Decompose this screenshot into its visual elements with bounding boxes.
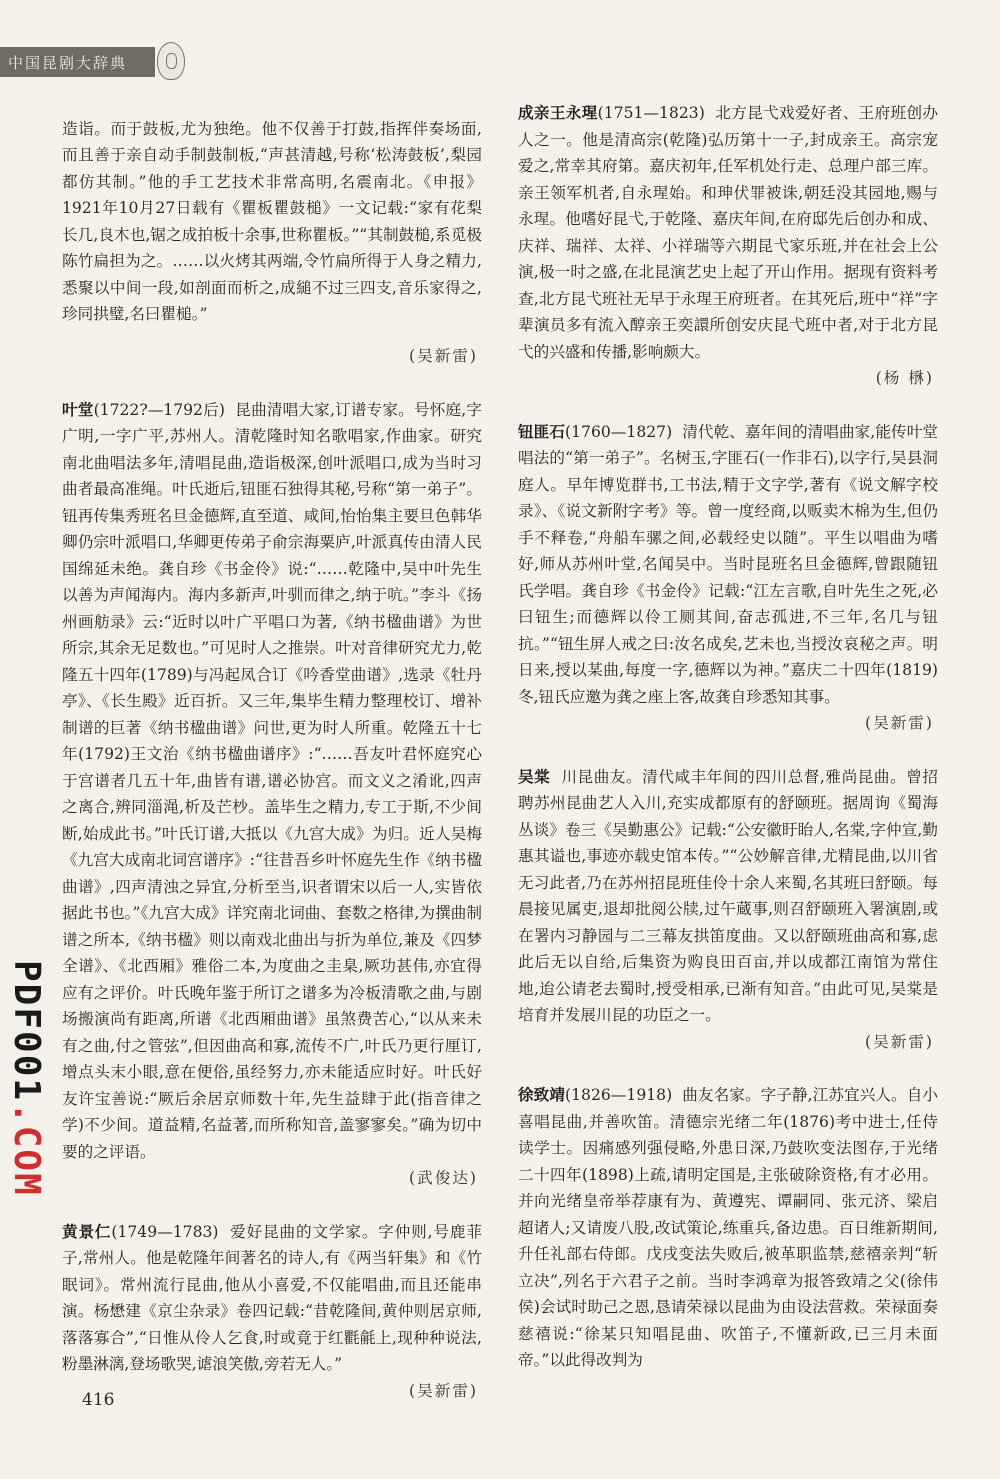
entry-body bbox=[518, 764, 938, 1029]
dictionary-entry bbox=[518, 100, 938, 392]
continued-entry-text: 造诣。而于鼓板,尤为独绝。他不仅善于打鼓,指挥伴奏场面,而且善于亲自动手制鼓制板,“声甚清越,号称‘松涛鼓板’,梨园都仿其制。”他的手工艺技术非常高明,名震南北。《申报》1921年10月27日载有《瞿板瞿鼓槌》一文记载:“家有花梨长几,良木也,锯之成拍板十余事,世称瞿板。”“其制鼓槌,系觅极陈竹扁担为之。……以火烤其两端,令竹扁所得于人身之精力,悉聚以中间一段,如剖面而析之,成縋不过三四支,音乐家得之,珍同拱璧,名曰瞿槌。” bbox=[62, 119, 482, 324]
entry-headword: 吴棠 bbox=[518, 766, 551, 786]
entry-body bbox=[518, 1082, 938, 1374]
entry-dates: (1826—1918) bbox=[565, 1086, 673, 1104]
entry-text: 曲友名家。字子静,江苏宜兴人。自小喜唱昆曲,并善吹笛。清德宗光绪二年(1876)考中进士,任侍读学士。因痛感列强侵略,外患日深,乃鼓吹变法图存,于光绪二十四年(1898)上疏,请明定国是,主张破除资格,有才必用。并向光绪皇帝举荐康有为、黄遵宪、谭嗣同、张元济、梁启超诸人;又请废八股,改试策论,练重兵,备边患。百日维新期间,升任礼部右侍郎。戊戌变法失败后,被革职监禁,慈禧亲判“斩立决”,列名于六君子之前。当时李鸿章为报答致靖之父(徐伟侯)会试时助己之恩,恳请荣禄以昆曲为由设法营救。荣禄面奏慈禧说:“徐某只知唱昆曲、吹笛子,不懂新政,已三月未面帝。”以此得改判为 bbox=[518, 1086, 938, 1369]
dictionary-entry bbox=[62, 397, 482, 1192]
entry-author: (杨 㮊) bbox=[875, 369, 934, 387]
entry-author: (吴新雷) bbox=[865, 1032, 934, 1051]
entry-author: (吴新雷) bbox=[865, 714, 934, 732]
entry-body bbox=[62, 1219, 482, 1378]
entry-text: 昆曲清唱大家,订谱专家。号怀庭,字广明,一字广平,苏州人。清乾隆时知名歌唱家,作曲家。研究南北曲唱法多年,清唱昆曲,造诣极深,创叶派唱口,成为当时习曲者最高准绳。叶氏逝后,钮匪石独得其秘,号称“第一弟子”。钮再传集秀班名旦金德辉,直至道、咸间,怡怡集主要旦色韩华卿仍宗叶派唱口,华卿更传弟子俞宗海粟庐,叶派真传由清人民国绵延未绝。龚自珍《书金伶》说:“……乾隆中,吴中叶先生以善为声闻海内。海内多新声,叶驯而律之,纳于吭。”李斗《扬州画舫录》云:“近时以叶广平唱口为著,《纳书楹曲谱》为世所宗,其余无足数也。”可见时人之推崇。叶对音律研究尤力,乾隆五十四年(1789)与冯起凤合订《吟香堂曲谱》,选录《牡丹亭》、《长生殿》近百折。又三年,集毕生精力整理校订、增补制谱的巨著《纳书楹曲谱》问世,更为时人所重。乾隆五十七年(1792)王文治《纳书楹曲谱序》:“……吾友叶君怀庭究心于宫谱者几五十年,曲皆有谱,谱必协宫。而文义之淆讹,四声之离合,辨同淄渑,析及芒杪。盖毕生之精力,专工于斯,不少间断,始成此书。”叶氏订谱,大抵以《九宫大成》为归。近人吴梅《九宫大成南北词宫谱序》:“往昔吾乡叶怀庭先生作《纳书楹曲谱》,四声清浊之异宜,分析至当,识者谓宋以后一人,实皆依据此书也。”《九宫大成》详究南北词曲、套数之格律,为撰曲制谱之所本,《纳书楹》则以南戏北曲出与折为单位,兼及《四梦全谱》、《北西厢》雅俗二本,为度曲之圭臬,厥功甚伟,亦宜得应有之评价。叶氏晚年鉴于所订之谱多为冷板清歌之曲,与剧场搬演尚有距离,所谱《北西厢曲谱》虽煞费苦心,“以从来未有之曲,付之管弦”,但因曲高和寡,流传不广,叶氏乃更行厘订,增点头末小眼,意在便俗,虽经努力,亦未能适应时好。叶氏好友许宝善说:“厥后余居京师数十年,先生益肆于此(指音律之学)不少间。道益精,名益著,而所称知音,盖寥寥矣。”确为切中要的之评语。 bbox=[62, 400, 482, 1161]
entry-dates: (1751—1823) bbox=[597, 104, 705, 122]
page-number: 416 bbox=[82, 1390, 115, 1410]
right-column bbox=[518, 100, 938, 1401]
entry-headword: 钮匪石 bbox=[518, 421, 566, 441]
entry-author: (吴新雷) bbox=[409, 1381, 478, 1400]
entry-headword: 成亲王永瑆 bbox=[518, 103, 598, 122]
watermark bbox=[6, 960, 46, 1197]
entry-author: (吴新雷) bbox=[409, 347, 478, 366]
entry-dates: (1749—1783) bbox=[111, 1222, 219, 1241]
watermark-main: PDF001 bbox=[6, 960, 47, 1103]
watermark-dot: . bbox=[6, 1102, 47, 1126]
running-header-title: 中国昆剧大辞典 bbox=[8, 53, 128, 72]
entry-body bbox=[518, 419, 938, 711]
entry-body bbox=[518, 100, 938, 365]
seal-emblem-icon bbox=[157, 42, 185, 80]
entry-headword: 徐致靖 bbox=[518, 1085, 566, 1104]
entry-dates: (1760—1827) bbox=[565, 422, 673, 441]
entry-body bbox=[62, 397, 482, 1166]
entry-headword: 叶堂 bbox=[62, 399, 94, 419]
dictionary-entry bbox=[518, 1082, 938, 1374]
entry-text: 北方昆弋戏爱好者、王府班创办人之一。他是清高宗(乾隆)弘历第十一子,封成亲王。高宗宠爱之,常幸其府第。嘉庆初年,任军机处行走、总理户部三库。亲王领军机者,自永瑆始。和珅伏罪被诛,朝廷没其园地,赐与永瑆。他嗜好昆弋,于乾隆、嘉庆年间,在府邸先后创办和成、庆祥、瑞祥、太祥、小祥瑞等六期昆弋家乐班,并在社会上公演,极一时之盛,在北昆演艺史上起了开山作用。据现有资料考查,北方昆弋班社无早于永瑆王府班者。在其死后,班中“祥”字辈演员多有流入醇亲王奕譞所创安庆昆弋班中者,对于北方昆弋的兴盛和传播,影响颇大。 bbox=[518, 104, 938, 361]
entry-author: (武俊达) bbox=[409, 1169, 478, 1188]
entry-text: 清代乾、嘉年间的清唱曲家,能传叶堂唱法的“第一弟子”。名树玉,字匪石(一作非石),以字行,吴县洞庭人。早年博览群书,工书法,精于文字学,著有《说文解字校录》、《说文新附字考》等。曾一度经商,以贩卖木棉为生,但仍手不释卷,“舟船车骡之间,必载经史以随”。平生以唱曲为嗜好,师从苏州叶堂,名闻吴中。当时昆班名旦金德辉,曾跟随钮氏学唱。龚自珍《书金伶》记载:“江左言歌,自叶先生之死,必曰钮生;而德辉以伶工厕其间,奋志孤进,不三年,名几与钮抗。”“钮生屏人戒之曰:汝名成矣,艺未也,当授汝哀秘之声。明日来,授以某曲,每度一字,德辉以为神。”嘉庆二十四年(1819)冬,钮氏应邀为龚之座上客,故龚自珍悉知其事。 bbox=[518, 422, 938, 706]
entry-text: 川昆曲友。清代咸丰年间的四川总督,雅尚昆曲。曾招聘苏州昆曲艺人入川,充实成都原有的舒颐班。据周询《蜀海丛谈》卷三《吴勤惠公》记载:“公安徽盱眙人,名棠,字仲宣,勤惠其谥也,事迹亦载史馆本传。”“公妙解音律,尤精昆曲,以川省无习此者,乃在苏州招昆班佳伶十余人来蜀,名其班曰舒颐。每晨接见属吏,退却批阅公牍,过午蔵事,则召舒颐班入署演剧,或在署内习静园与二三幕友拱笛度曲。又以舒颐班曲高和寡,虑此后无以自给,后集资为购良田百亩,并以成都江南馆为常住地,迨公请老去蜀时,授受相承,已渐有知音。”由此可见,吴棠是培育并发展川昆的功臣之一。 bbox=[518, 767, 938, 1024]
dictionary-entry bbox=[62, 1219, 482, 1405]
running-header bbox=[0, 47, 155, 77]
entry-headword: 黄景仁 bbox=[62, 1221, 112, 1241]
entry-text: 爱好昆曲的文学家。字仲则,号鹿菲子,常州人。他是乾隆年间著名的诗人,有《两当轩集》和《竹眠词》。常州流行昆曲,他从小喜爱,不仅能唱曲,而且还能串演。杨懋建《京尘杂录》卷四记载:“昔乾隆间,黄仲则居京师,落落寡合”,“日惟从伶人乞食,时或竟于红氍毹上,现种种说法,粉墨淋漓,登场歌哭,谑浪笑傲,旁若无人。” bbox=[62, 1222, 482, 1374]
dictionary-entry bbox=[518, 419, 938, 737]
entry-dates: (1722?—1792后) bbox=[93, 400, 226, 419]
dictionary-entry bbox=[518, 764, 938, 1056]
left-column bbox=[62, 100, 482, 1431]
watermark-domain: COM bbox=[6, 1125, 47, 1197]
continued-entry bbox=[62, 116, 482, 370]
